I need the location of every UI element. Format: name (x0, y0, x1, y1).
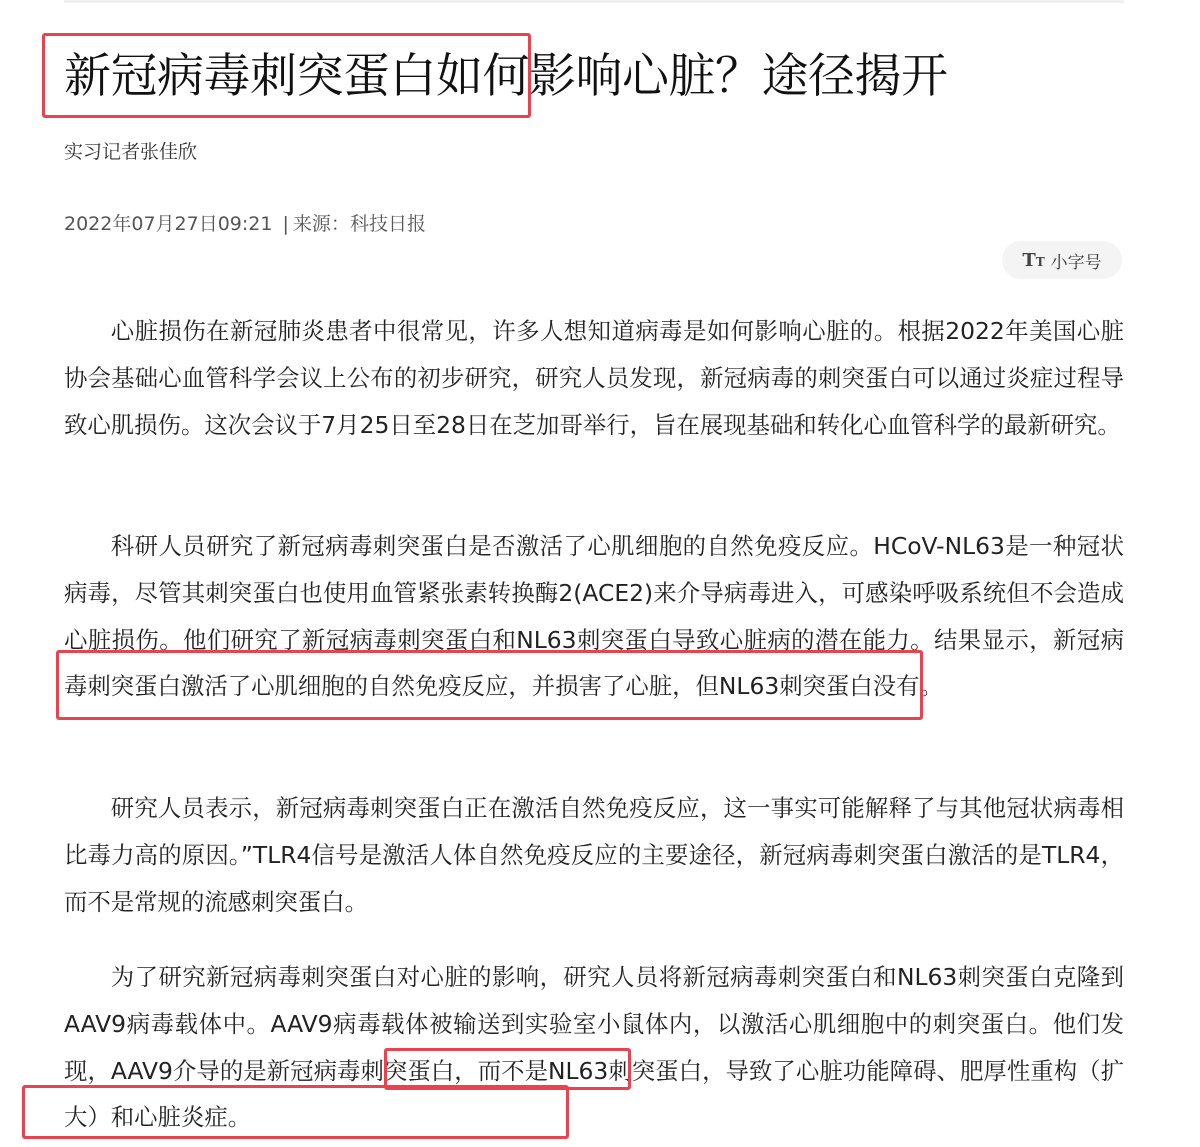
top-divider (64, 0, 1124, 3)
publish-date: 2022年07月27日09:21 (64, 213, 273, 235)
article-meta (64, 210, 426, 238)
article-paragraph: 研究人员表示，新冠病毒刺突蛋白正在激活自然免疫反应，这一事实可能解释了与其他冠状病毒相比毒力高的原因。”TLR4信号是激活人体自然免疫反应的主要途径，新冠病毒刺突蛋白激活的是TLR4，而不是常规的流感刺突蛋白。 (64, 794, 1124, 916)
source-name: 科技日报 (349, 213, 426, 235)
article-paragraph: 科研人员研究了新冠病毒刺突蛋白是否激活了心肌细胞的自然免疫反应。HCoV-NL63是一种冠状病毒，尽管其刺突蛋白也使用血管紧张素转换酶2(ACE2)来介导病毒进入，可感染呼吸系统但不会造成心脏损伤。他们研究了新冠病毒刺突蛋白和NL63刺突蛋白导致心脏病的潜在能力。结果显示，新冠病毒刺突蛋白激活了心肌细胞的自然免疫反应，并损害了心脏，但NL63刺突蛋白没有。 (64, 532, 1124, 701)
article-paragraph: 为了研究新冠病毒刺突蛋白对心脏的影响，研究人员将新冠病毒刺突蛋白和NL63刺突蛋白克隆到AAV9病毒载体中。AAV9病毒载体被输送到实验室小鼠体内，以激活心肌细胞中的刺突蛋白。他们发现，AAV9介导的是新冠病毒刺突蛋白，而不是NL63刺突蛋白，导致了心脏功能障碍、肥厚性重构（扩大）和心脏炎症。 (64, 963, 1124, 1132)
article-author: 实习记者张佳欣 (64, 141, 198, 163)
meta-separator: | (282, 213, 289, 235)
source-label: 来源： (292, 213, 350, 235)
font-size-icon: TT (1022, 249, 1045, 271)
font-size-label: 小字号 (1050, 252, 1102, 273)
font-size-button[interactable] (1002, 241, 1122, 279)
article-title: 新冠病毒刺突蛋白如何影响心脏？途径揭开 (64, 49, 948, 104)
article-paragraph: 心脏损伤在新冠肺炎患者中很常见，许多人想知道病毒是如何影响心脏的。根据2022年美国心脏协会基础心血管科学会议上公布的初步研究，研究人员发现，新冠病毒的刺突蛋白可以通过炎症过程导致心肌损伤。这次会议于7月25日至28日在芝加哥举行，旨在展现基础和转化心血管科学的最新研究。 (64, 317, 1124, 439)
